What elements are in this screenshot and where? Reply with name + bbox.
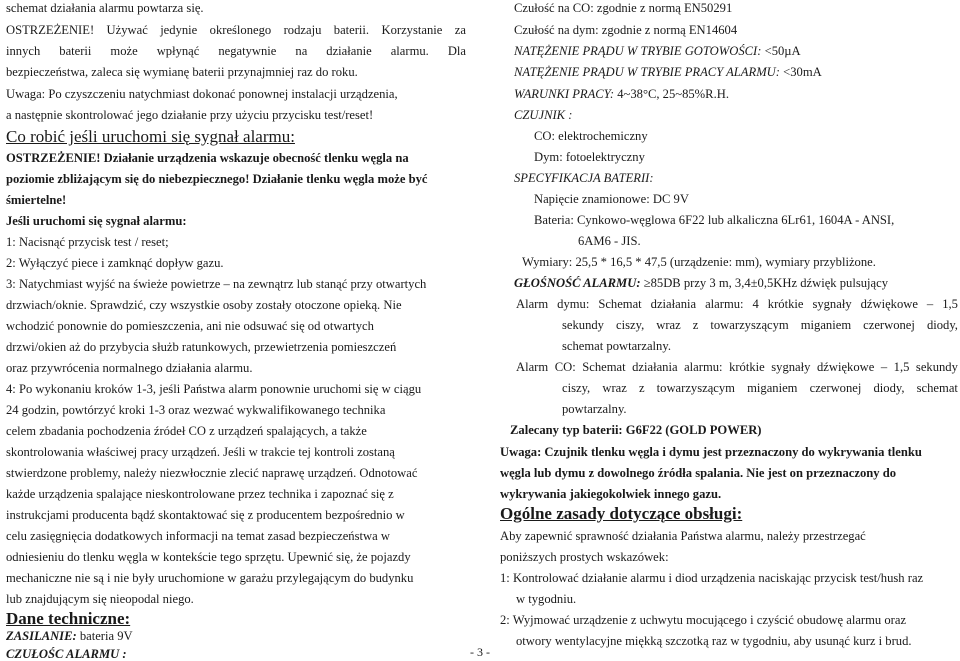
text-line: schemat działania alarmu powtarza się.	[6, 1, 204, 15]
spec-line	[514, 45, 801, 58]
spec-line: Napięcie znamionowe: DC 9V	[534, 192, 689, 206]
spec-label: WARUNKI PRACY:	[514, 87, 615, 101]
spec-line: Dym: fotoelektryczny	[534, 150, 645, 164]
spec-value: <30mA	[779, 65, 822, 79]
spec-value: ≥85DB przy 3 m, 3,4±0,5KHz dźwięk pulsujący	[640, 276, 889, 290]
spec-line: powtarzalny.	[562, 402, 627, 416]
section-heading: Ogólne zasady dotyczące obsługi:	[500, 504, 743, 523]
step-line: każde urządzenia spalające nieskontrolowane przez technika i zapoznać się z	[6, 487, 394, 501]
step-line: mechaniczne nie są i nie były uruchomione w garażu przylegającym do budynku	[6, 571, 414, 585]
spec-line	[6, 630, 133, 643]
spec-label: NATĘŻENIE PRĄDU W TRYBIE PRACY ALARMU:	[514, 65, 780, 79]
step-line: drzwiach/oknie. Sprawdzić, czy wszystkie osoby zostały otoczone opieką. Nie	[6, 298, 402, 312]
spec-line: schemat powtarzalny.	[562, 339, 671, 353]
text-line: bezpieczeństwa, zaleca się wymianę baterii przynajmniej raz do roku.	[6, 65, 358, 79]
text-line: OSTRZEŻENIE! Używać jedynie określonego rodzaju baterii. Korzystanie za	[6, 23, 466, 37]
spec-line: sekundy ciszy, wraz z towarzyszącym miganiem czerwonej diody,	[562, 318, 958, 332]
spec-label: SPECYFIKACJA BATERII:	[514, 171, 654, 185]
text-line: Aby zapewnić sprawność działania Państwa alarmu, należy przestrzegać	[500, 529, 866, 543]
note-line: węgla lub dymu z dowolnego źródła spalania. Nie jest on przeznaczony do	[500, 466, 897, 480]
step-line: 3: Natychmiast wyjść na świeże powietrze – na zewnątrz lub stanąć przy otwartych	[6, 277, 427, 291]
section-heading: Co robić jeśli uruchomi się sygnał alarmu:	[6, 127, 295, 146]
step-line: celu zasięgnięcia dodatkowych informacji na temat zasad bezpieczeństwa w	[6, 529, 390, 543]
spec-label: ZASILANIE:	[6, 629, 77, 643]
spec-value: <50µA	[761, 44, 801, 58]
warning-line: OSTRZEŻENIE! Działanie urządzenia wskazuje obecność tlenku węgla na	[6, 151, 409, 165]
step-line: w tygodniu.	[516, 592, 577, 606]
step-line: 2: Wyłączyć piece i zamknąć dopływ gazu.	[6, 256, 224, 270]
step-line: otwory wentylacyjne miękką szczotką raz w tygodniu, aby usunąć kurz i brud.	[516, 634, 912, 648]
spec-line: Wymiary: 25,5 * 16,5 * 47,5 (urządzenie: mm), wymiary przybliżone.	[522, 255, 876, 269]
spec-line: Bateria: Cynkowo-węglowa 6F22 lub alkaliczna 6Lr61, 1604A - ANSI,	[534, 213, 895, 227]
spec-line	[514, 88, 729, 101]
spec-label: GŁOŚNOŚĆ ALARMU:	[514, 276, 641, 290]
step-line: 2: Wyjmować urządzenie z uchwytu mocującego i czyścić obudowę alarmu oraz	[500, 613, 907, 627]
note-line: wykrywania jakiegokolwiek innego gazu.	[500, 487, 722, 501]
note-line: Uwaga: Czujnik tlenku węgla i dymu jest przeznaczony do wykrywania tlenku	[500, 445, 922, 459]
note-line: a następnie skontrolować jego działanie przy użyciu przycisku test/reset!	[6, 108, 374, 122]
spec-label: CZUJNIK :	[514, 108, 573, 122]
step-line: oraz przywrócenia normalnego działania alarmu.	[6, 361, 253, 375]
spec-line: ciszy, wraz z towarzyszącym miganiem czerwonej diody, schemat	[562, 381, 958, 395]
spec-value: 4~38°C, 25~85%R.H.	[614, 87, 729, 101]
step-line: stwierdzone problemy, należy niezwłocznie zlecić naprawę urządzeń. Odnotować	[6, 466, 418, 480]
step-line: 1: Kontrolować działanie alarmu i diod urządzenia naciskając przycisk test/hush raz	[500, 571, 924, 585]
step-line: odniesieniu do tlenku węgla w kontekście tego sprzętu. Upewnić się, że pojazdy	[6, 550, 411, 564]
step-line: drzwi/okien aż do przybycia służb ratunkowych, przewietrzenia pomieszczeń	[6, 340, 397, 354]
warning-line: śmiertelne!	[6, 193, 67, 207]
spec-line: CO: elektrochemiczny	[534, 129, 648, 143]
spec-line: Alarm dymu: Schemat działania alarmu: 4 krótkie sygnały dźwiękowe – 1,5	[516, 297, 958, 311]
spec-line: Zalecany typ baterii: G6F22 (GOLD POWER)	[510, 423, 762, 437]
step-line: celem zbadania pochodzenia źródeł CO z urządzeń spalających, a także	[6, 424, 367, 438]
step-line: lub znajdującym się nieopodal niego.	[6, 592, 194, 606]
spec-line: 6AM6 - JIS.	[578, 234, 641, 248]
spec-line: Alarm CO: Schemat działania alarmu: krótkie sygnały dźwiękowe – 1,5 sekundy	[516, 360, 958, 374]
spec-label: NATĘŻENIE PRĄDU W TRYBIE GOTOWOŚCI:	[514, 44, 762, 58]
step-line: 4: Po wykonaniu kroków 1-3, jeśli Państwa alarm ponownie uruchomi się w ciągu	[6, 382, 422, 396]
step-line: 24 godzin, powtórzyć kroki 1-3 oraz wezwać wykwalifikowanego technika	[6, 403, 386, 417]
text-line: innych baterii może wpłynąć negatywnie na działanie alarmu. Dla	[6, 44, 466, 58]
subheading: Jeśli uruchomi się sygnał alarmu:	[6, 214, 187, 228]
spec-line	[514, 66, 822, 79]
note-line: Uwaga: Po czyszczeniu natychmiast dokonać ponownej instalacji urządzenia,	[6, 87, 398, 101]
step-line: instrukcjami producenta bądź skontaktować się z producentem bezpośrednio w	[6, 508, 405, 522]
section-heading: Dane techniczne:	[6, 609, 131, 628]
step-line: 1: Nacisnąć przycisk test / reset;	[6, 235, 169, 249]
spec-line	[514, 277, 888, 290]
step-line: skontrolowania właściwej pracy urządzeń. Jeśli w trakcie tej kontroli zostaną	[6, 445, 395, 459]
step-line: wchodzić ponownie do pomieszczenia, ani nie odsuwać się od otwartych	[6, 319, 374, 333]
text-line: poniższych prostych wskazówek:	[500, 550, 669, 564]
spec-line: Czułość na dym: zgodnie z normą EN14604	[514, 23, 738, 37]
page-number: - 3 -	[470, 645, 490, 659]
spec-value: bateria 9V	[76, 629, 133, 643]
spec-label: CZUŁOŚC ALARMU :	[6, 647, 127, 661]
warning-line: poziomie zbliżającym się do niebezpiecznego! Działanie tlenku węgla może być	[6, 172, 428, 186]
spec-line: Czułość na CO: zgodnie z normą EN50291	[514, 1, 733, 15]
